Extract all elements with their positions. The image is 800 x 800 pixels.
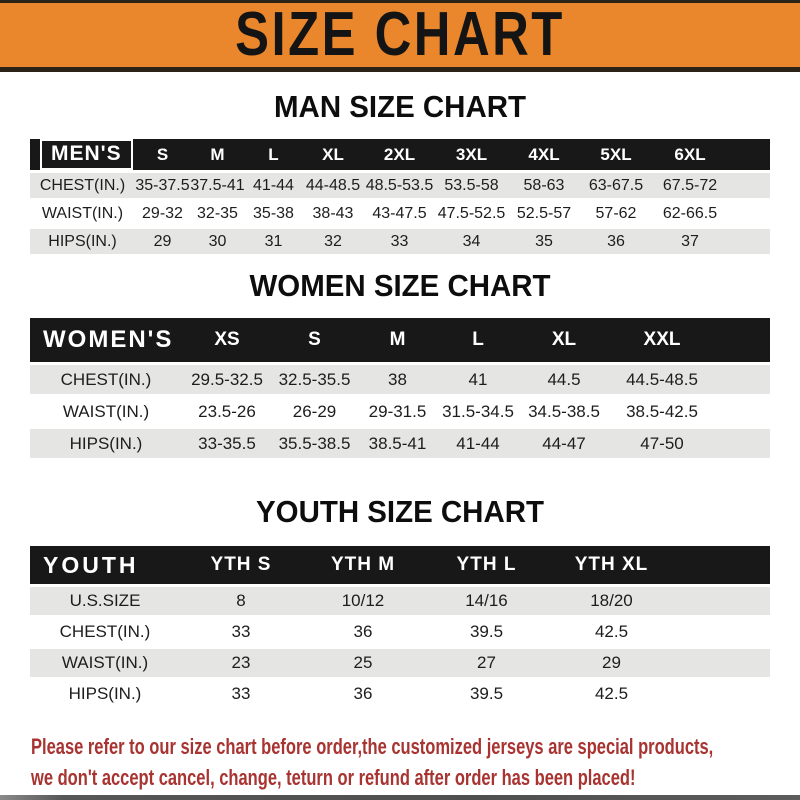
size-value-cell: 29.5-32.5: [182, 365, 272, 394]
table-title-label: MEN'S: [40, 139, 133, 170]
size-value-cell: 47-50: [610, 429, 714, 458]
size-value-cell: 29-31.5: [357, 397, 438, 426]
row-label: WAIST(IN.): [30, 397, 182, 426]
table-title-cell: [30, 318, 182, 362]
size-value-cell: 29: [135, 229, 190, 254]
size-value-cell: 62-66.5: [652, 201, 728, 226]
size-value-cell: 36: [302, 618, 424, 646]
size-value-cell: 41: [438, 365, 518, 394]
measurement-row: [30, 173, 770, 198]
size-column-header: 2XL: [364, 139, 435, 170]
size-value-cell: 44-48.5: [302, 173, 364, 198]
size-value-cell: 36: [302, 680, 424, 708]
size-column-header: 5XL: [580, 139, 652, 170]
size-value-cell: 43-47.5: [364, 201, 435, 226]
size-value-cell: 36: [580, 229, 652, 254]
size-value-cell: 27: [424, 649, 549, 677]
row-label: WAIST(IN.): [30, 649, 180, 677]
size-value-cell: 41-44: [245, 173, 302, 198]
table-header-row: [30, 318, 770, 362]
size-column-header: 4XL: [508, 139, 580, 170]
row-spacer-cell: [728, 229, 770, 254]
size-column-header: YTH L: [424, 546, 549, 584]
size-column-header: M: [190, 139, 245, 170]
table-header-row: [30, 546, 770, 584]
size-column-header: S: [135, 139, 190, 170]
size-value-cell: 63-67.5: [580, 173, 652, 198]
size-value-cell: 32-35: [190, 201, 245, 226]
size-value-cell: 41-44: [438, 429, 518, 458]
size-value-cell: 57-62: [580, 201, 652, 226]
size-column-header: YTH XL: [549, 546, 674, 584]
size-value-cell: 42.5: [549, 680, 674, 708]
size-value-cell: 37.5-41: [190, 173, 245, 198]
size-value-cell: 47.5-52.5: [435, 201, 508, 226]
size-value-cell: 33: [180, 680, 302, 708]
measurement-row: [30, 201, 770, 226]
size-column-header: XS: [182, 318, 272, 362]
header-spacer-cell: [714, 318, 770, 362]
table-title-cell: [30, 139, 135, 170]
row-label: WAIST(IN.): [30, 201, 135, 226]
size-value-cell: 52.5-57: [508, 201, 580, 226]
header-spacer-cell: [674, 546, 770, 584]
measurement-row: [30, 649, 770, 677]
row-spacer-cell: [714, 429, 770, 458]
row-label: CHEST(IN.): [30, 365, 182, 394]
size-value-cell: 39.5: [424, 618, 549, 646]
size-column-header: YTH M: [302, 546, 424, 584]
size-value-cell: 35-37.5: [135, 173, 190, 198]
header-spacer-cell: [728, 139, 770, 170]
size-column-header: YTH S: [180, 546, 302, 584]
youth-size-section: [0, 494, 800, 711]
youth-size-table: [30, 543, 770, 711]
measurement-row: [30, 680, 770, 708]
size-value-cell: 25: [302, 649, 424, 677]
size-value-cell: 38-43: [302, 201, 364, 226]
women-size-section: [0, 268, 800, 461]
disclaimer-line-2: we don't accept cancel, change, teturn or refund after order has been placed!: [31, 765, 636, 790]
size-value-cell: 38: [357, 365, 438, 394]
row-label: CHEST(IN.): [30, 618, 180, 646]
size-value-cell: 35-38: [245, 201, 302, 226]
size-value-cell: 29-32: [135, 201, 190, 226]
size-value-cell: 31.5-34.5: [438, 397, 518, 426]
table-title-cell: [30, 546, 180, 584]
size-column-header: 3XL: [435, 139, 508, 170]
size-value-cell: 8: [180, 587, 302, 615]
measurement-row: [30, 397, 770, 426]
youth-section-heading: YOUTH SIZE CHART: [256, 494, 544, 529]
size-value-cell: 26-29: [272, 397, 357, 426]
size-value-cell: 67.5-72: [652, 173, 728, 198]
size-column-header: XXL: [610, 318, 714, 362]
row-spacer-cell: [674, 587, 770, 615]
row-spacer-cell: [714, 397, 770, 426]
row-label: HIPS(IN.): [30, 229, 135, 254]
size-value-cell: 35.5-38.5: [272, 429, 357, 458]
size-value-cell: 44-47: [518, 429, 610, 458]
row-label: HIPS(IN.): [30, 680, 180, 708]
size-value-cell: 58-63: [508, 173, 580, 198]
size-value-cell: 34: [435, 229, 508, 254]
row-spacer-cell: [728, 173, 770, 198]
size-value-cell: 53.5-58: [435, 173, 508, 198]
size-value-cell: 31: [245, 229, 302, 254]
row-spacer-cell: [674, 680, 770, 708]
women-section-heading: WOMEN SIZE CHART: [249, 268, 551, 303]
size-value-cell: 32.5-35.5: [272, 365, 357, 394]
size-value-cell: 42.5: [549, 618, 674, 646]
men-size-section: [0, 89, 800, 257]
table-header-row: [30, 139, 770, 170]
men-section-heading: MAN SIZE CHART: [274, 89, 526, 124]
size-column-header: 6XL: [652, 139, 728, 170]
disclaimer-line-1: Please refer to our size chart before order,the customized jerseys are special products,: [31, 734, 714, 759]
size-value-cell: 18/20: [549, 587, 674, 615]
table-title-label: YOUTH: [43, 551, 139, 578]
size-value-cell: 38.5-41: [357, 429, 438, 458]
women-size-table: [30, 315, 770, 461]
size-value-cell: 33-35.5: [182, 429, 272, 458]
row-label: CHEST(IN.): [30, 173, 135, 198]
size-value-cell: 34.5-38.5: [518, 397, 610, 426]
size-value-cell: 32: [302, 229, 364, 254]
size-value-cell: 10/12: [302, 587, 424, 615]
size-value-cell: 44.5: [518, 365, 610, 394]
size-column-header: XL: [302, 139, 364, 170]
size-value-cell: 23.5-26: [182, 397, 272, 426]
size-value-cell: 33: [364, 229, 435, 254]
banner-title: SIZE CHART: [235, 0, 565, 69]
size-column-header: XL: [518, 318, 610, 362]
banner: [0, 0, 800, 72]
size-column-header: M: [357, 318, 438, 362]
measurement-row: [30, 229, 770, 254]
row-label: HIPS(IN.): [30, 429, 182, 458]
row-spacer-cell: [728, 201, 770, 226]
row-spacer-cell: [674, 618, 770, 646]
row-spacer-cell: [714, 365, 770, 394]
size-column-header: L: [438, 318, 518, 362]
measurement-row: [30, 365, 770, 394]
size-value-cell: 33: [180, 618, 302, 646]
size-value-cell: 14/16: [424, 587, 549, 615]
measurement-row: [30, 429, 770, 458]
men-size-table: [30, 136, 770, 257]
measurement-row: [30, 618, 770, 646]
size-value-cell: 30: [190, 229, 245, 254]
size-column-header: S: [272, 318, 357, 362]
size-value-cell: 44.5-48.5: [610, 365, 714, 394]
bottom-edge-bar: [0, 795, 800, 800]
row-spacer-cell: [674, 649, 770, 677]
size-value-cell: 39.5: [424, 680, 549, 708]
size-value-cell: 37: [652, 229, 728, 254]
size-value-cell: 38.5-42.5: [610, 397, 714, 426]
disclaimer-note: [31, 731, 800, 793]
size-value-cell: 23: [180, 649, 302, 677]
row-label: U.S.SIZE: [30, 587, 180, 615]
measurement-row: [30, 587, 770, 615]
size-value-cell: 35: [508, 229, 580, 254]
table-title-label: WOMEN'S: [43, 326, 174, 353]
size-value-cell: 48.5-53.5: [364, 173, 435, 198]
size-value-cell: 29: [549, 649, 674, 677]
size-column-header: L: [245, 139, 302, 170]
